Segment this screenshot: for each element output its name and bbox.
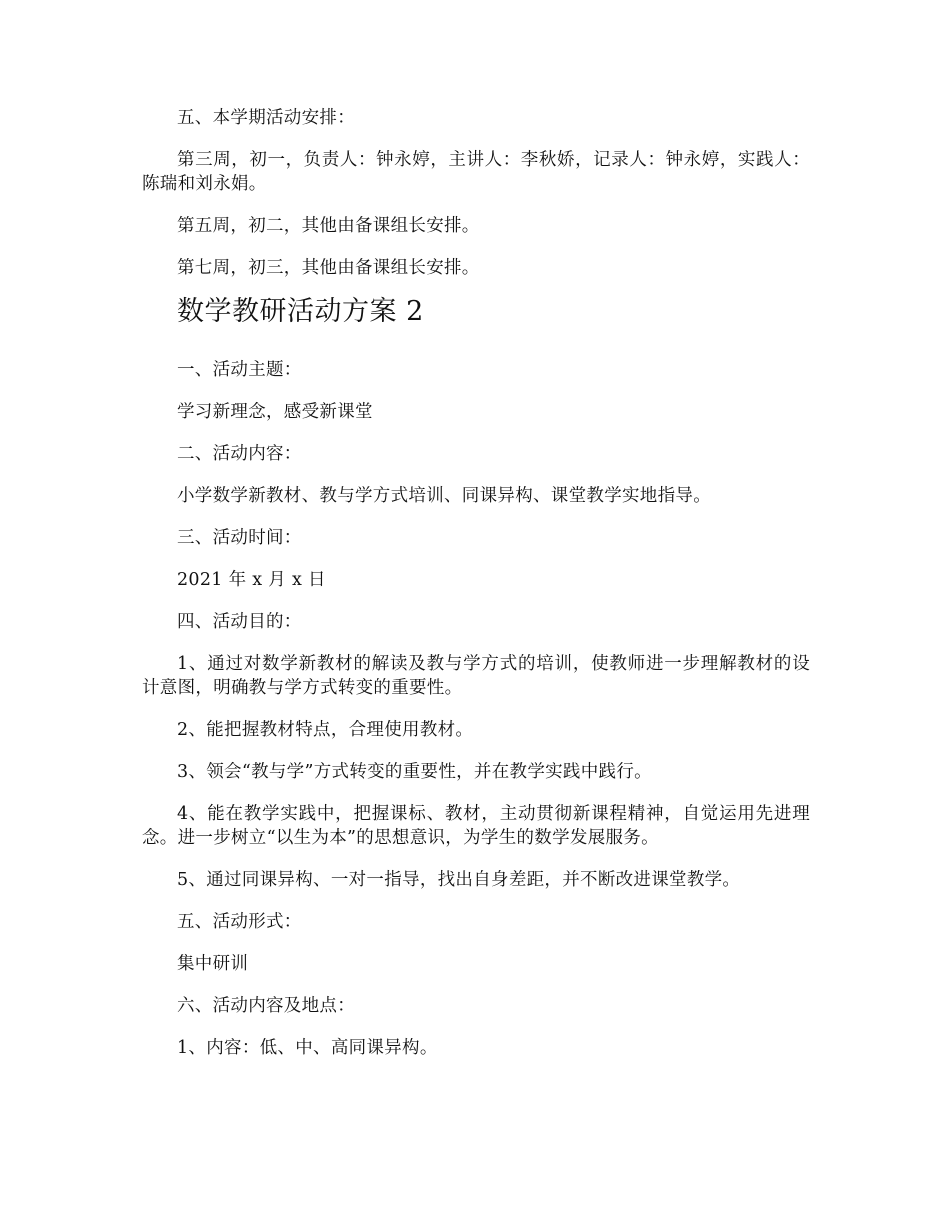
section-five-heading: 五、本学期活动安排： (177, 108, 355, 128)
activity-theme-text: 学习新理念，感受新课堂 (177, 402, 373, 422)
activity-goal-label: 四、活动目的： (177, 612, 302, 632)
goal-item-3: 3、领会“教与学”方式转变的重要性，并在教学实践中践行。 (177, 762, 652, 782)
goal-item-1: 1、通过对数学新教材的解读及教与学方式的培训，使教师进一步理解教材的设计意图，明确教与学方式转变的重要性。 (142, 654, 810, 698)
activity-content-text: 小学数学新教材、教与学方式培训、同课异构、课堂教学实地指导。 (177, 486, 711, 506)
activity-theme-label: 一、活动主题： (177, 360, 302, 380)
activity-form-text: 集中研训 (177, 954, 249, 974)
goal-item-5: 5、通过同课异构、一对一指导，找出自身差距，并不断改进课堂教学。 (177, 870, 741, 890)
plan-title: 数学教研活动方案 2 (177, 296, 424, 327)
week-five-arrangement: 第五周，初二，其他由备课组长安排。 (177, 216, 480, 236)
activity-time-label: 三、活动时间： (177, 528, 302, 548)
document-body (142, 106, 810, 1060)
activity-content-label: 二、活动内容： (177, 444, 302, 464)
activity-location-item-1: 1、内容：低、中、高同课异构。 (177, 1038, 438, 1058)
activity-location-label: 六、活动内容及地点： (177, 996, 355, 1016)
activity-time-text: 2021 年 x 月 x 日 (177, 570, 326, 590)
week-three-arrangement: 第三周，初一，负责人：钟永婷，主讲人：李秋娇，记录人：钟永婷，实践人：陈瑞和刘永娟。 (142, 150, 810, 194)
activity-form-label: 五、活动形式： (177, 912, 302, 932)
goal-item-2: 2、能把握教材特点，合理使用教材。 (177, 720, 474, 740)
goal-item-4: 4、能在教学实践中，把握课标、教材，主动贯彻新课程精神，自觉运用先进理念。进一步树立“以生为本”的思想意识，为学生的数学发展服务。 (142, 804, 810, 848)
week-seven-arrangement: 第七周，初三，其他由备课组长安排。 (177, 258, 480, 278)
